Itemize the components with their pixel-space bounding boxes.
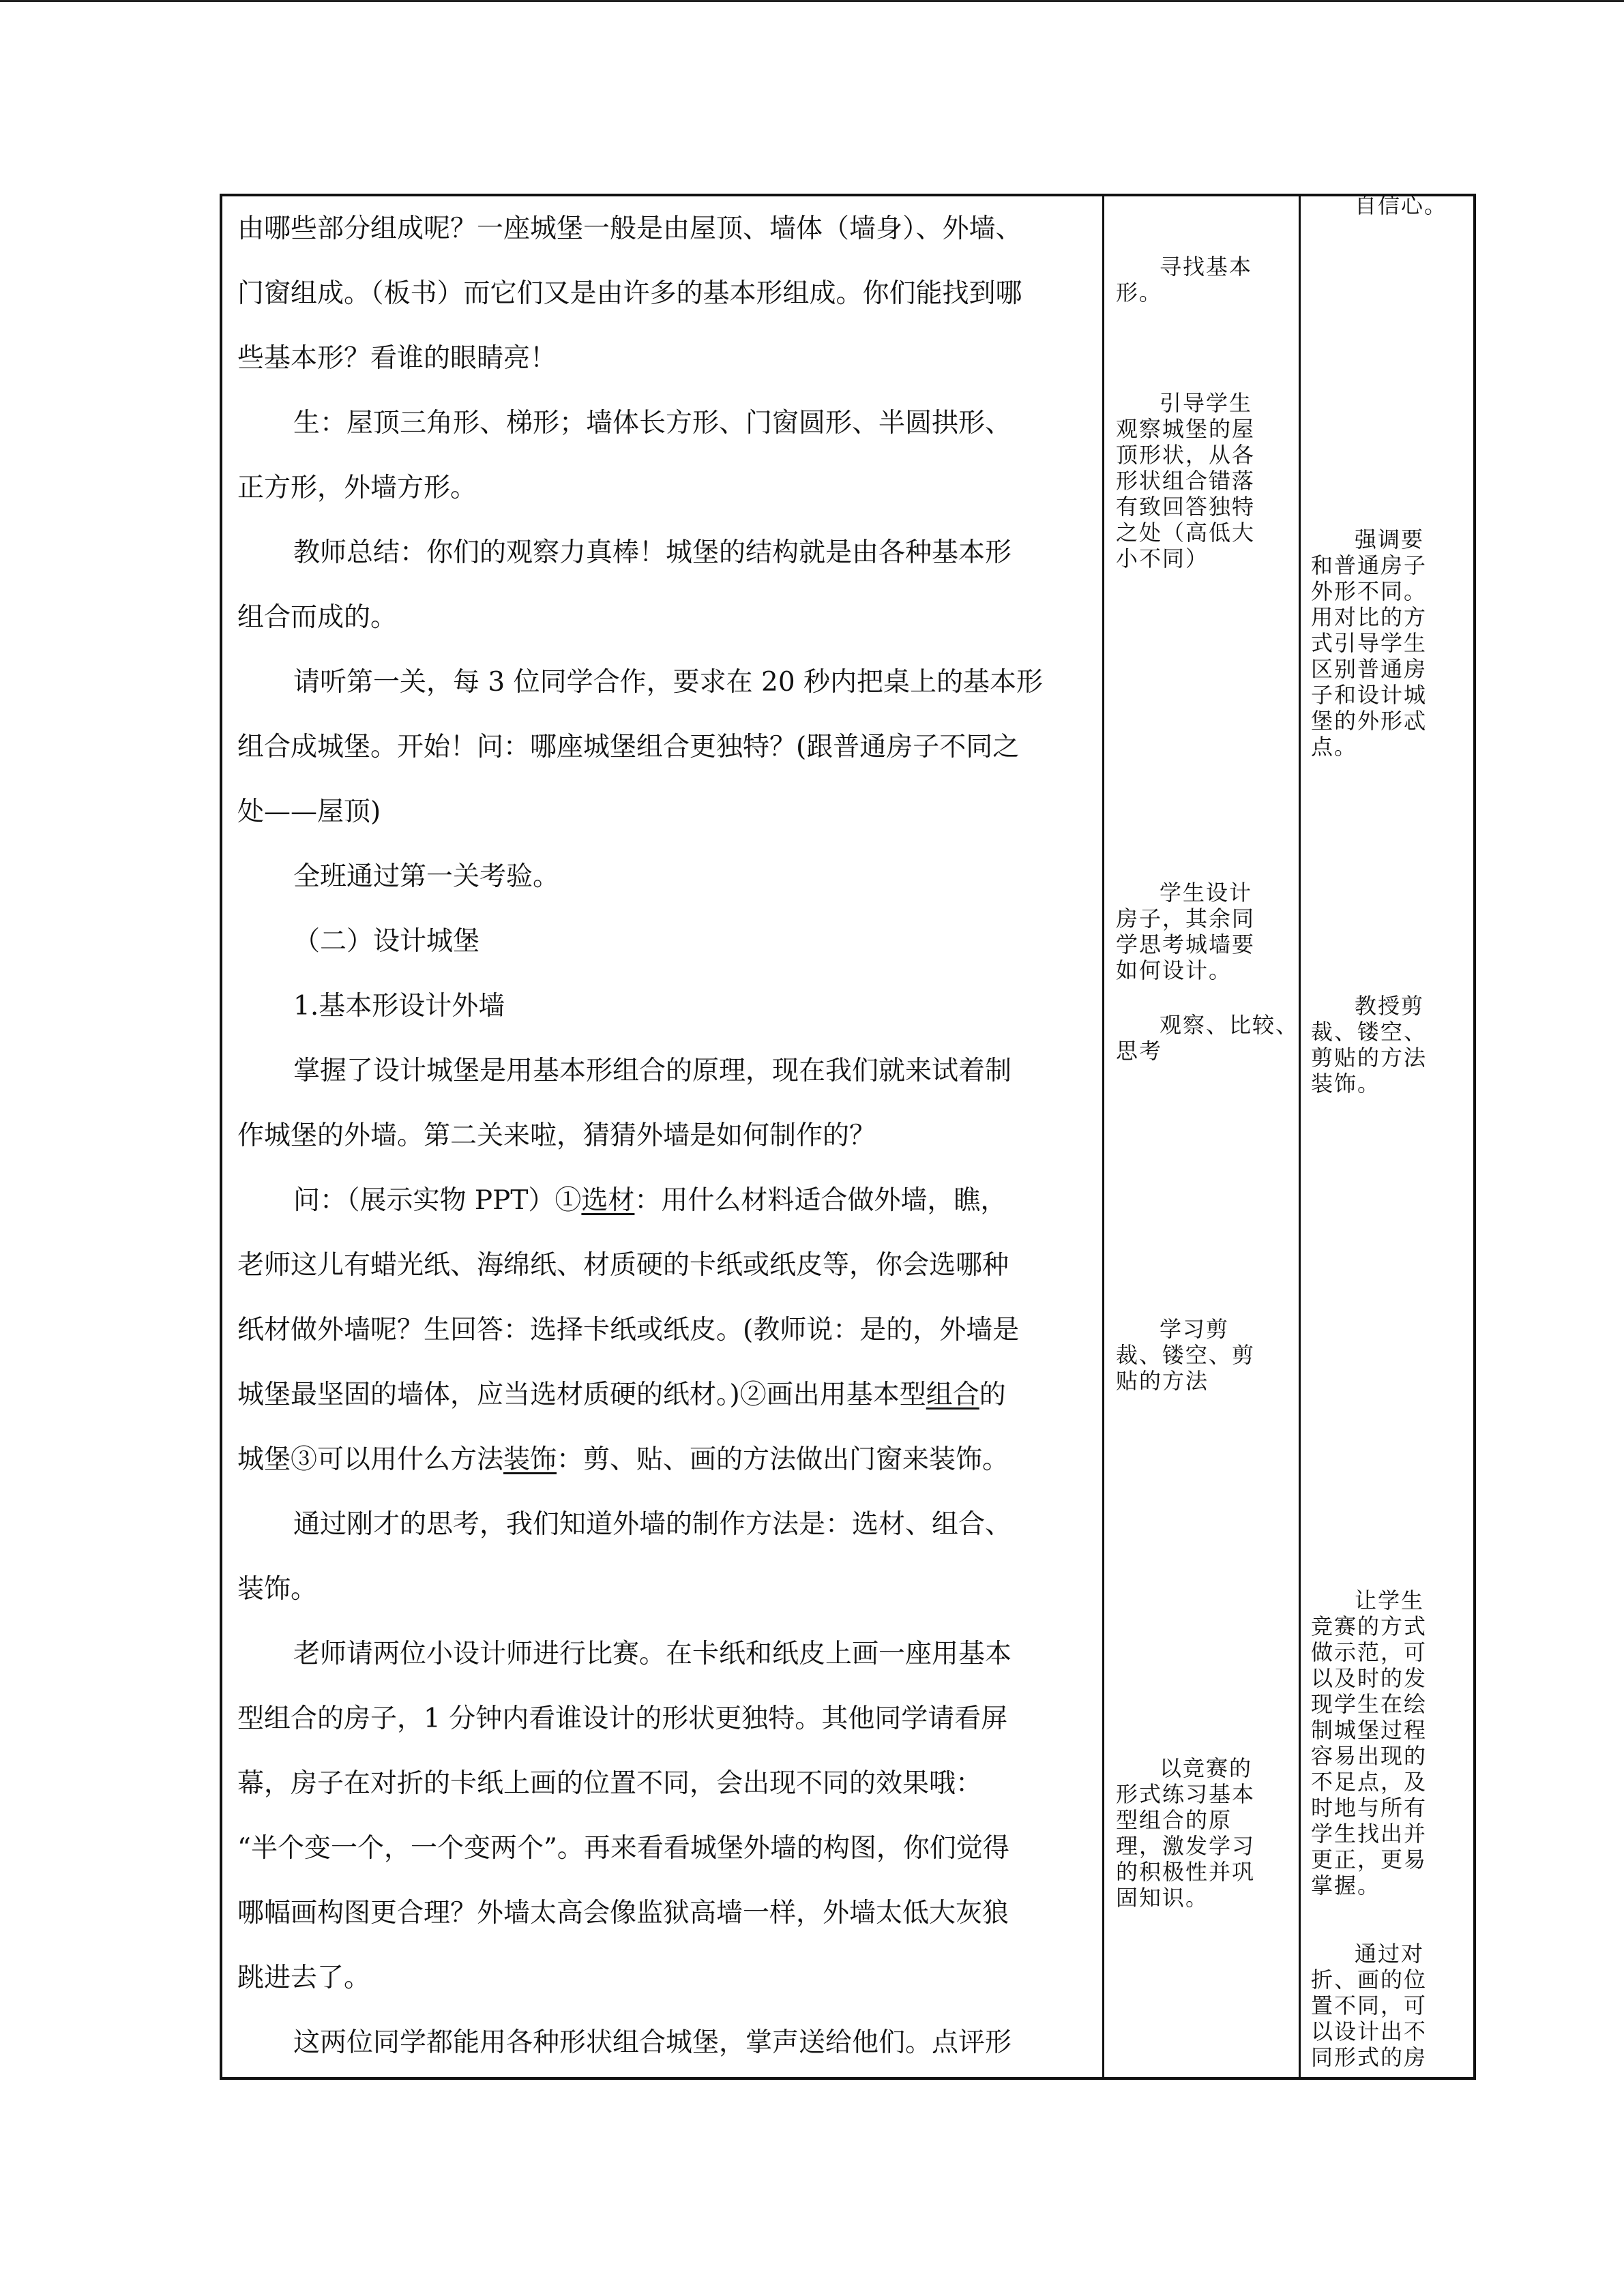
note-line: 观察城堡的屋 bbox=[1116, 416, 1256, 442]
note-line: 观察、比较、 bbox=[1160, 1012, 1299, 1038]
note-line: 固知识。 bbox=[1116, 1885, 1209, 1911]
note-line: 式引导学生 bbox=[1311, 630, 1428, 656]
text-line: 门窗组成。（板书）而它们又是由许多的基本形组成。你们能找到哪 bbox=[237, 278, 1022, 309]
note-line: 同形式的房 bbox=[1311, 2044, 1428, 2070]
student-note bbox=[1116, 254, 1252, 305]
text-line: 由哪些部分组成呢？一座城堡一般是由屋顶、墙体（墙身）、外墙、 bbox=[237, 213, 1022, 244]
text-line: 老师这儿有蜡光纸、海绵纸、材质硬的卡纸或纸皮等，你会选哪种 bbox=[237, 1250, 1009, 1281]
text-line: 组合成城堡。开始！问：哪座城堡组合更独特？(跟普通房子不同之 bbox=[237, 732, 1020, 762]
note-line: 掌握。 bbox=[1311, 1873, 1381, 1898]
teaching-process-column bbox=[237, 196, 1091, 2077]
note-line: 外形不同。 bbox=[1311, 578, 1428, 604]
text-line: 全班通过第一关考验。 bbox=[293, 861, 560, 892]
student-note bbox=[1116, 1012, 1299, 1064]
note-line: 让学生 bbox=[1355, 1587, 1425, 1613]
note-line: 做示范，可 bbox=[1311, 1639, 1428, 1665]
design-note bbox=[1311, 1587, 1427, 1898]
text-line: 纸材做外墙呢？生回答：选择卡纸或纸皮。(教师说：是的，外墙是 bbox=[237, 1315, 1020, 1345]
lesson-plan-table bbox=[220, 194, 1476, 2080]
note-line: 形。 bbox=[1116, 280, 1163, 305]
note-line: 自信心。 bbox=[1355, 192, 1448, 218]
subsection-heading: 1.基本形设计外墙 bbox=[293, 991, 505, 1022]
note-line: 学生设计 bbox=[1160, 880, 1253, 906]
text-line: 些基本形？看谁的眼睛亮！ bbox=[237, 343, 557, 374]
note-line: 剪贴的方法 bbox=[1311, 1045, 1428, 1071]
note-line: 形状组合错落 bbox=[1116, 468, 1256, 494]
note-line: 点。 bbox=[1311, 734, 1358, 760]
student-note bbox=[1116, 390, 1255, 571]
text-line: 教师总结：你们的观察力真棒！城堡的结构就是由各种基本形 bbox=[293, 537, 1012, 568]
note-line: 之处（高低大 bbox=[1116, 520, 1256, 546]
text-line: 幕，房子在对折的卡纸上画的位置不同，会出现不同的效果哦： bbox=[237, 1768, 983, 1799]
note-line: 以及时的发 bbox=[1311, 1665, 1428, 1691]
note-line: 房子，其余同 bbox=[1116, 906, 1256, 931]
text-line: 型组合的房子，1 分钟内看谁设计的形状更独特。其他同学请看屏 bbox=[237, 1703, 1008, 1734]
note-line: 用对比的方 bbox=[1311, 604, 1428, 630]
page-top-border bbox=[0, 0, 1624, 2]
design-note bbox=[1311, 993, 1427, 1097]
note-line: 教授剪 bbox=[1355, 993, 1425, 1019]
text-line: 组合而成的。 bbox=[237, 602, 398, 633]
note-line: 小不同） bbox=[1116, 546, 1209, 571]
note-line: 堡的外形忒 bbox=[1311, 708, 1428, 734]
note-line: 寻找基本 bbox=[1160, 254, 1253, 280]
text-line: 处——屋顶) bbox=[237, 796, 381, 827]
underlined-term: 组合 bbox=[926, 1380, 979, 1410]
note-line: 有致回答独特 bbox=[1116, 494, 1256, 520]
student-note bbox=[1116, 1755, 1255, 1911]
note-line: 形式练习基本 bbox=[1116, 1781, 1256, 1807]
design-note bbox=[1311, 1941, 1427, 2070]
note-line: 强调要 bbox=[1355, 526, 1425, 552]
text-line: “半个变一个，一个变两个”。再来看看城堡外墙的构图，你们觉得 bbox=[237, 1833, 1009, 1864]
underlined-term: 选材 bbox=[581, 1185, 635, 1216]
note-line: 以设计出不 bbox=[1311, 2018, 1428, 2044]
note-line: 装饰。 bbox=[1311, 1071, 1381, 1097]
text-line: 这两位同学都能用各种形状组合城堡，掌声送给他们。点评形 bbox=[293, 2027, 1012, 2058]
text-line: 老师请两位小设计师进行比赛。在卡纸和纸皮上画一座用基本 bbox=[293, 1639, 1012, 1669]
text-line: 问：（展示实物 PPT）①选材：用什么材料适合做外墙，瞧， bbox=[293, 1185, 1007, 1216]
note-line: 折、画的位 bbox=[1311, 1967, 1428, 1993]
text-line: 作城堡的外墙。第二关来啦，猜猜外墙是如何制作的？ bbox=[237, 1120, 876, 1151]
note-line: 子和设计城 bbox=[1311, 682, 1428, 708]
underlined-term: 装饰 bbox=[503, 1444, 557, 1475]
note-line: 思考 bbox=[1116, 1038, 1163, 1064]
design-note bbox=[1311, 192, 1447, 218]
column-divider bbox=[1102, 196, 1104, 2077]
note-line: 裁、镂空、 bbox=[1311, 1019, 1428, 1045]
note-line: 容易出现的 bbox=[1311, 1743, 1428, 1769]
note-line: 理，激发学习 bbox=[1116, 1833, 1256, 1859]
column-divider bbox=[1299, 196, 1301, 2077]
note-line: 以竞赛的 bbox=[1160, 1755, 1253, 1781]
student-note bbox=[1116, 880, 1255, 983]
note-line: 如何设计。 bbox=[1116, 957, 1232, 983]
note-line: 裁、镂空、剪 bbox=[1116, 1342, 1256, 1368]
text-line: 跳进去了。 bbox=[237, 1963, 371, 1993]
note-line: 制城堡过程 bbox=[1311, 1717, 1428, 1743]
note-line: 引导学生 bbox=[1160, 390, 1253, 416]
section-heading: （二）设计城堡 bbox=[293, 926, 480, 957]
text-line: 通过刚才的思考，我们知道外墙的制作方法是：选材、组合、 bbox=[293, 1509, 1012, 1540]
note-line: 置不同，可 bbox=[1311, 1993, 1428, 2018]
note-line: 学思考城墙要 bbox=[1116, 931, 1256, 957]
note-line: 不足点，及 bbox=[1311, 1769, 1428, 1795]
text-line: 生：屋顶三角形、梯形；墙体长方形、门窗圆形、半圆拱形、 bbox=[293, 408, 1012, 438]
text-line: 装饰。 bbox=[237, 1574, 318, 1605]
note-line: 更正，更易 bbox=[1311, 1847, 1428, 1873]
text-line: 城堡③可以用什么方法装饰：剪、贴、画的方法做出门窗来装饰。 bbox=[237, 1444, 1009, 1475]
text-line: 城堡最坚固的墙体，应当选材质硬的纸材。)②画出用基本型组合的 bbox=[237, 1380, 1006, 1410]
note-line: 现学生在绘 bbox=[1311, 1691, 1428, 1717]
text-line: 哪幅画构图更合理？外墙太高会像监狱高墙一样，外墙太低大灰狼 bbox=[237, 1898, 1009, 1928]
note-line: 竞赛的方式 bbox=[1311, 1613, 1428, 1639]
note-line: 型组合的原 bbox=[1116, 1807, 1232, 1833]
text-line: 请听第一关，每 3 位同学合作，要求在 20 秒内把桌上的基本形 bbox=[293, 667, 1044, 698]
note-line: 贴的方法 bbox=[1116, 1368, 1209, 1394]
note-line: 学生找出并 bbox=[1311, 1821, 1428, 1847]
note-line: 的积极性并巩 bbox=[1116, 1859, 1256, 1885]
note-line: 时地与所有 bbox=[1311, 1795, 1428, 1821]
note-line: 区别普通房 bbox=[1311, 656, 1428, 682]
note-line: 通过对 bbox=[1355, 1941, 1425, 1967]
note-line: 学习剪 bbox=[1160, 1316, 1230, 1342]
note-line: 顶形状，从各 bbox=[1116, 442, 1256, 468]
note-line: 和普通房子 bbox=[1311, 552, 1428, 578]
text-line: 掌握了设计城堡是用基本形组合的原理，现在我们就来试着制 bbox=[293, 1056, 1012, 1086]
student-note bbox=[1116, 1316, 1255, 1394]
text-line: 正方形，外墙方形。 bbox=[237, 473, 477, 503]
design-note bbox=[1311, 526, 1427, 760]
